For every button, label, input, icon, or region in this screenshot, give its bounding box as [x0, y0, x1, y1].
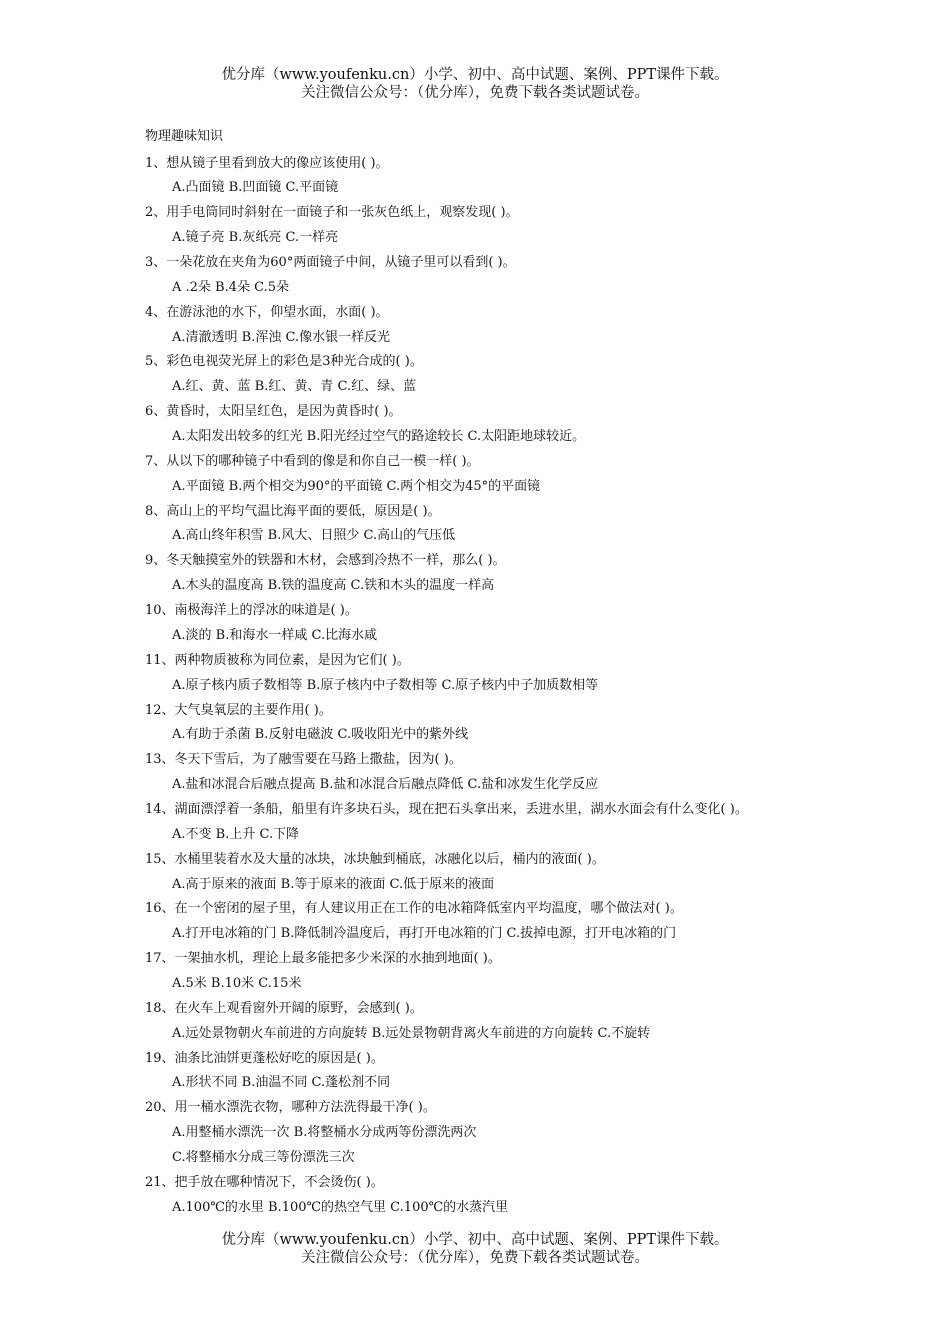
footer-line-1: 优分库（www.youfenku.cn）小学、初中、高中试题、案例、PPT课件下载。 [221, 1232, 729, 1248]
answer-options: A .2朵 B.4朵 C.5朵 [172, 279, 290, 295]
answer-options: A.盐和冰混合后融点提高 B.盐和冰混合后融点降低 C.盐和冰发生化学反应 [172, 777, 599, 793]
question-text: 4、在游泳池的水下，仰望水面，水面( )。 [145, 304, 389, 320]
document-title: 物理趣味知识 [145, 129, 224, 144]
answer-options: C.将整桶水分成三等份漂洗三次 [172, 1149, 355, 1165]
question-text: 3、一朵花放在夹角为60°两面镜子中间，从镜子里可以看到( )。 [145, 255, 516, 271]
question-list [145, 152, 915, 1221]
question-item [145, 699, 915, 749]
answer-options: A.原子核内质子数相等 B.原子核内中子数相等 C.原子核内中子加质数相等 [172, 677, 599, 693]
answer-options: A.5米 B.10米 C.15米 [172, 975, 302, 991]
question-item [145, 798, 915, 848]
question-text: 1、想从镜子里看到放大的像应该使用( )。 [145, 155, 389, 171]
answer-options: A.远处景物朝火车前进的方向旋转 B.远处景物朝背离火车前进的方向旋转 C.不旋转 [172, 1025, 651, 1041]
question-item [145, 152, 915, 202]
answer-options: A.不变 B.上升 C.下降 [172, 826, 300, 842]
footer-banner [0, 1231, 950, 1267]
question-text: 18、在火车上观看窗外开阔的原野，会感到( )。 [145, 1000, 423, 1016]
question-item [145, 301, 915, 351]
question-item [145, 400, 915, 450]
question-text: 19、油条比油饼更蓬松好吃的原因是( )。 [145, 1050, 384, 1066]
answer-options: A.打开电冰箱的门 B.降低制冷温度后，再打开电冰箱的门 C.拔掉电源，打开电冰箱的门 [172, 926, 677, 942]
question-item [145, 500, 915, 550]
question-item [145, 549, 915, 599]
question-text: 14、湖面漂浮着一条船，船里有许多块石头，现在把石头拿出来，丢进水里，湖水水面会有什么变化( )。 [145, 801, 748, 817]
question-text: 6、黄昏时，太阳呈红色，是因为黄昏时( )。 [145, 404, 402, 420]
question-item [145, 848, 915, 898]
question-item [145, 1171, 915, 1221]
question-item [145, 748, 915, 798]
question-item [145, 1096, 915, 1171]
question-item [145, 599, 915, 649]
question-text: 2、用手电筒同时斜射在一面镜子和一张灰色纸上，观察发现( )。 [145, 205, 519, 221]
question-text: 12、大气臭氧层的主要作用( )。 [145, 702, 332, 718]
question-item [145, 201, 915, 251]
question-item [145, 897, 915, 947]
question-text: 15、水桶里装着水及大量的冰块，冰块触到桶底，冰融化以后，桶内的液面( )。 [145, 851, 605, 867]
question-text: 10、南极海洋上的浮冰的味道是( )。 [145, 603, 358, 619]
footer-line-2: 关注微信公众号：（优分库），免费下载各类试题试卷。 [301, 1250, 649, 1266]
answer-options: A.清澈透明 B.浑浊 C.像水银一样反光 [172, 329, 391, 345]
answer-options: A.高山终年积雪 B.风大、日照少 C.高山的气压低 [172, 528, 456, 544]
header-line-1: 优分库（www.youfenku.cn）小学、初中、高中试题、案例、PPT课件下载。 [221, 67, 729, 83]
question-text: 16、在一个密闭的屋子里，有人建议用正在工作的电冰箱降低室内平均温度，哪个做法对( )。 [145, 901, 683, 917]
answer-options: A.凸面镜 B.凹面镜 C.平面镜 [172, 180, 339, 196]
question-item [145, 1047, 915, 1097]
answer-options: A.形状不同 B.油温不同 C.蓬松剂不同 [172, 1075, 391, 1091]
question-text: 21、把手放在哪种情况下，不会烫伤( )。 [145, 1174, 384, 1190]
question-text: 17、一架抽水机，理论上最多能把多少米深的水抽到地面( )。 [145, 951, 501, 967]
question-item [145, 997, 915, 1047]
question-text: 20、用一桶水漂洗衣物，哪种方法洗得最干净( )。 [145, 1100, 436, 1116]
question-item [145, 350, 915, 400]
answer-options: A.木头的温度高 B.铁的温度高 C.铁和木头的温度一样高 [172, 578, 495, 594]
question-text: 8、高山上的平均气温比海平面的要低，原因是( )。 [145, 503, 441, 519]
document-body [145, 127, 915, 1221]
question-text: 9、冬天触摸室外的铁器和木材，会感到冷热不一样，那么( )。 [145, 553, 506, 569]
question-item [145, 450, 915, 500]
answer-options: A.100℃的水里 B.100℃的热空气里 C.100℃的水蒸汽里 [172, 1199, 509, 1215]
answer-options: A.用整桶水漂洗一次 B.将整桶水分成两等份漂洗两次 [172, 1125, 477, 1141]
answer-options: A.高于原来的液面 B.等于原来的液面 C.低于原来的液面 [172, 876, 495, 892]
answer-options: A.镜子亮 B.灰纸亮 C.一样亮 [172, 230, 339, 246]
header-banner [0, 66, 950, 102]
question-item [145, 649, 915, 699]
answer-options: A.平面镜 B.两个相交为90°的平面镜 C.两个相交为45°的平面镜 [172, 478, 541, 494]
answer-options: A.红、黄、蓝 B.红、黄、青 C.红、绿、蓝 [172, 379, 417, 395]
answer-options: A.淡的 B.和海水一样咸 C.比海水咸 [172, 627, 378, 643]
question-text: 7、从以下的哪种镜子中看到的像是和你自己一模一样( )。 [145, 453, 480, 469]
question-text: 11、两种物质被称为同位素，是因为它们( )。 [145, 652, 410, 668]
question-text: 13、冬天下雪后，为了融雪要在马路上撒盐，因为( )。 [145, 752, 462, 768]
header-line-2: 关注微信公众号：（优分库），免费下载各类试题试卷。 [301, 85, 649, 101]
question-text: 5、彩色电视荧光屏上的彩色是3种光合成的( )。 [145, 354, 423, 370]
answer-options: A.太阳发出较多的红光 B.阳光经过空气的路途较长 C.太阳距地球较近。 [172, 429, 586, 445]
answer-options: A.有助于杀菌 B.反射电磁波 C.吸收阳光中的紫外线 [172, 727, 469, 743]
question-item [145, 947, 915, 997]
question-item [145, 251, 915, 301]
